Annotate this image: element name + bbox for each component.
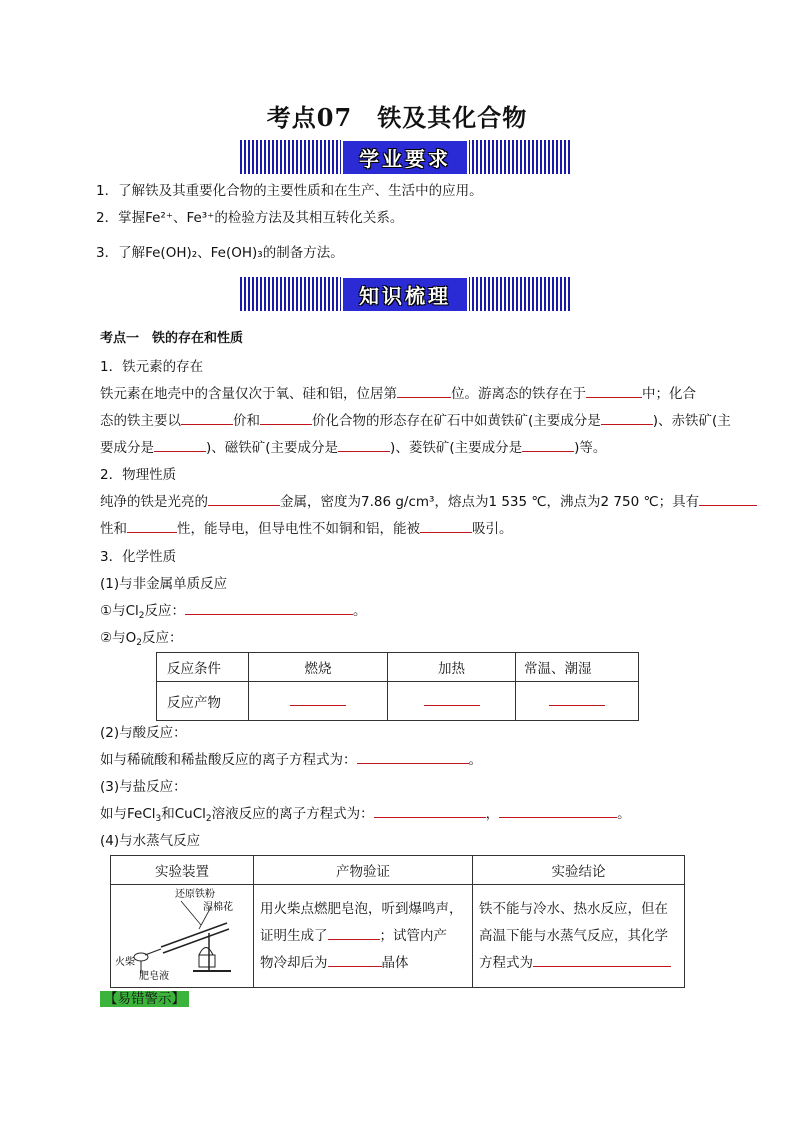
blank (357, 751, 469, 764)
blank (127, 520, 177, 533)
blank (397, 385, 451, 398)
apparatus-diagram (111, 885, 249, 983)
blank (699, 493, 757, 506)
conclusion-line2: 高温下能与水蒸气反应，其化学 (479, 927, 668, 944)
blank (208, 493, 280, 506)
text: 铁元素在地壳中的含量仅次于氧、硅和铝，位居第 (100, 386, 397, 402)
p1-line3 (100, 436, 606, 456)
conclusion-cell (473, 885, 685, 988)
text: )、赤铁矿(主 (652, 413, 731, 429)
apparatus-cell (111, 885, 254, 988)
soap-label: 肥皂液 (139, 971, 169, 982)
blank (533, 954, 671, 967)
blank (338, 439, 390, 452)
blank (290, 693, 346, 706)
text: ；试管内产 (379, 927, 447, 944)
section-3-3: (3)与盐反应： (100, 779, 187, 795)
blank (420, 520, 472, 533)
table-cell: 实验装置 (111, 856, 254, 885)
requirement-3: 3．了解Fe(OH)₂、Fe(OH)₃的制备方法。 (96, 245, 344, 261)
blank (328, 927, 380, 940)
blank (601, 412, 653, 425)
p2-line2 (100, 517, 513, 537)
table-cell: 燃烧 (249, 653, 388, 682)
text: 物冷却后为 (260, 954, 328, 971)
subscript: 2 (136, 638, 142, 648)
text: ②与O (100, 630, 137, 646)
blank (586, 385, 642, 398)
steam-table (110, 855, 685, 988)
section-3-2: (2)与酸反应： (100, 725, 187, 741)
kp1-heading: 考点一 铁的存在和性质 (100, 331, 244, 346)
cl2-reaction (100, 599, 367, 621)
table-cell: 实验结论 (473, 856, 685, 885)
iron-label: 还原铁粉 (175, 889, 215, 900)
table-cell: 反应条件 (157, 653, 249, 682)
text: 和CuCl (161, 806, 206, 822)
banner-knowledge-label: 知识梳理 (341, 276, 469, 313)
conclusion-line1: 铁不能与冷水、热水反应，但在 (479, 900, 668, 917)
conclusion-line3 (479, 950, 678, 977)
table-cell (516, 682, 639, 721)
text: 中；化合 (642, 386, 696, 402)
acid-reaction (100, 748, 482, 768)
table-row (157, 682, 639, 721)
text: )等。 (574, 440, 607, 456)
verify-line2 (260, 923, 466, 950)
blank (260, 412, 312, 425)
table-cell (388, 682, 516, 721)
subscript: 3 (155, 814, 162, 824)
text: 金属，密度为7.86 g/cm³，熔点为1 535 ℃，沸点为2 750 ℃；具有 (280, 494, 700, 510)
blank (424, 693, 480, 706)
verify-line1: 用火柴点燃肥皂泡，听到爆鸣声， (260, 900, 463, 917)
section-3-1: (1)与非金属单质反应 (100, 576, 228, 592)
blank (185, 602, 353, 615)
text: )、菱铁矿(主要成分是 (390, 440, 523, 456)
text: 价化合物的形态存在矿石中如黄铁矿(主要成分是 (312, 413, 601, 429)
text: 如与稀硫酸和稀盐酸反应的离子方程式为： (100, 752, 357, 768)
verify-line3 (260, 950, 466, 977)
text: 性和 (100, 521, 127, 537)
text: 价和 (233, 413, 260, 429)
blank (499, 805, 617, 818)
text: 性，能导电，但导电性不如铜和铝，能被 (177, 521, 420, 537)
blank (522, 439, 574, 452)
text: 位。游离态的铁存在于 (451, 386, 586, 402)
blank (328, 954, 382, 967)
text: ①与Cl (100, 603, 139, 619)
text: 要成分是 (100, 440, 154, 456)
section-3-4: (4)与水蒸气反应 (100, 833, 201, 849)
salt-reaction (100, 802, 631, 824)
section-3-heading: 3．化学性质 (100, 549, 177, 565)
o2-table (156, 652, 639, 721)
text: 反应： (144, 603, 186, 619)
o2-reaction (100, 626, 182, 648)
table-row (111, 856, 685, 885)
text: 。 (617, 806, 631, 822)
blank (181, 412, 233, 425)
requirement-2: 2．掌握Fe²⁺、Fe³⁺的检验方法及其相互转化关系。 (96, 210, 404, 226)
text: 态的铁主要以 (100, 413, 181, 429)
match-label: 火柴 (115, 957, 135, 968)
requirement-1: 1．了解铁及其重要化合物的主要性质和在生产、生活中的应用。 (96, 183, 483, 199)
blank (374, 805, 486, 818)
cotton-label: 湿棉花 (203, 902, 233, 913)
banner-requirements (240, 140, 570, 174)
text: 晶体 (381, 954, 409, 971)
text: 如与FeCl (100, 806, 156, 822)
text: 。 (468, 752, 482, 768)
section-2-heading: 2．物理性质 (100, 467, 177, 483)
table-cell: 反应产物 (157, 682, 249, 721)
table-cell: 产物验证 (254, 856, 473, 885)
p1-line1 (100, 382, 696, 402)
table-cell: 常温、潮湿 (516, 653, 639, 682)
table-row (157, 653, 639, 682)
text: 吸引。 (472, 521, 513, 537)
text: 纯净的铁是光亮的 (100, 494, 208, 510)
p1-line2 (100, 409, 731, 429)
subscript: 2 (205, 814, 212, 824)
text: 方程式为 (479, 954, 533, 971)
blank (549, 693, 605, 706)
text: )、磁铁矿(主要成分是 (206, 440, 339, 456)
text: 溶液反应的离子方程式为： (211, 806, 374, 822)
text: 。 (353, 603, 367, 619)
warning-label (100, 987, 189, 1007)
subscript: 2 (138, 611, 145, 621)
table-cell (249, 682, 388, 721)
table-row (111, 885, 685, 988)
banner-requirements-label: 学业要求 (341, 139, 469, 176)
verify-cell (254, 885, 473, 988)
p2-line1 (100, 490, 757, 510)
banner-knowledge (240, 277, 570, 311)
text: 反应： (141, 630, 183, 646)
section-1-heading: 1．铁元素的存在 (100, 359, 204, 375)
page-title: 考点07 铁及其化合物 (266, 103, 528, 132)
table-cell: 加热 (388, 653, 516, 682)
blank (154, 439, 206, 452)
text: 证明生成了 (260, 927, 328, 944)
text: ， (485, 806, 500, 822)
warning-text: 【易错警示】 (100, 991, 189, 1007)
